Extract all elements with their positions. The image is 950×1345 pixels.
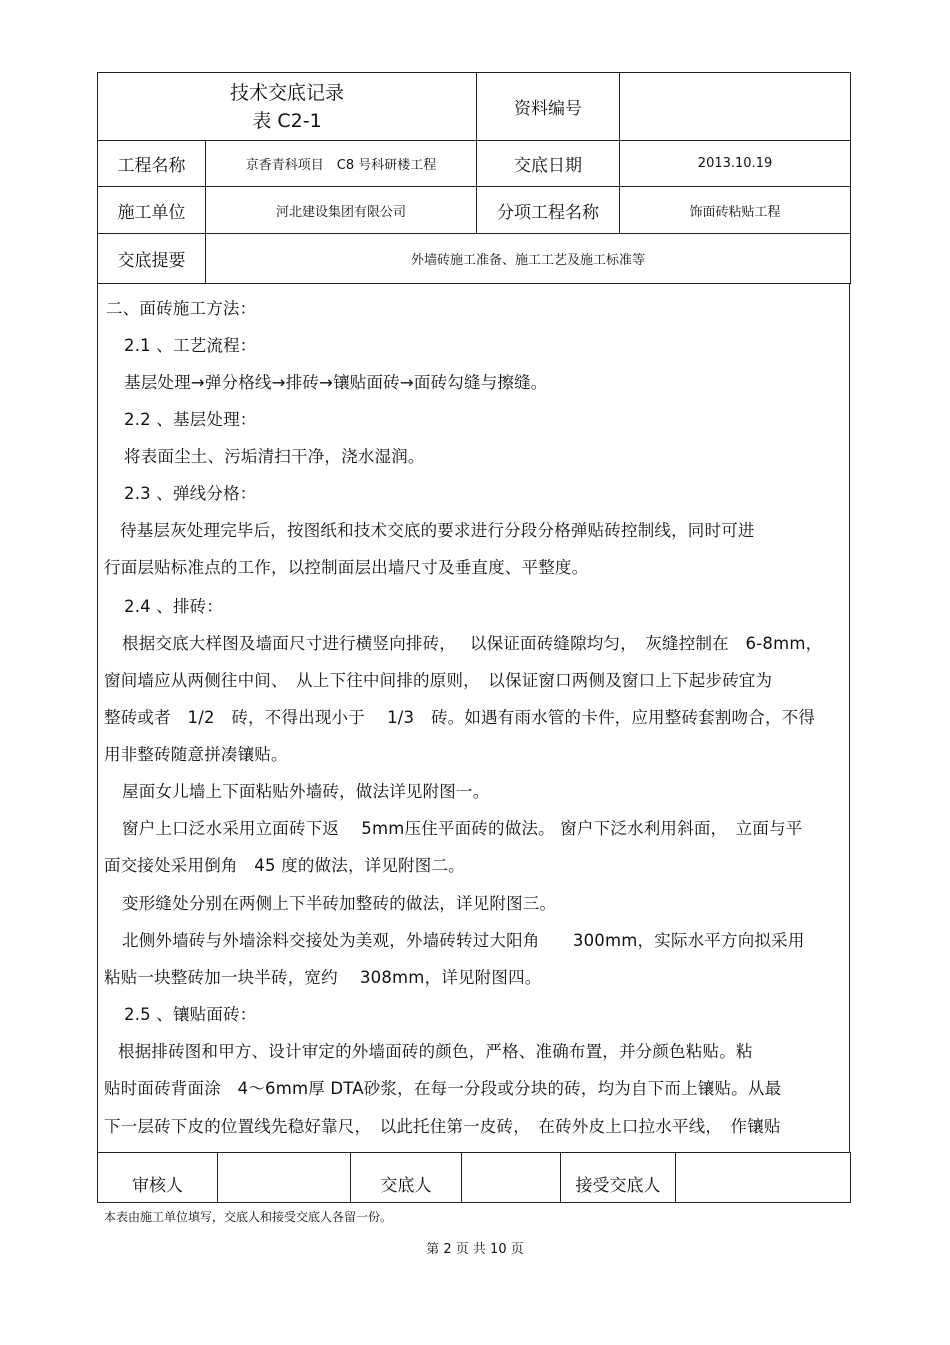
header-table bbox=[97, 72, 851, 284]
content-line: 用非整砖随意拼凑镶贴。 bbox=[104, 745, 288, 764]
summary-value: 外墙砖施工准备、施工工艺及施工标准等 bbox=[206, 234, 851, 284]
doc-number-label: 资料编号 bbox=[477, 73, 620, 141]
project-name-label: 工程名称 bbox=[98, 141, 206, 187]
content-line: 变形缝处分别在两侧上下半砖加整砖的做法，详见附图三。 bbox=[122, 894, 557, 913]
content-line: 整砖或者 1/2 砖，不得出现小于 1/3 砖。如遇有雨水管的卡件，应用整砖套割吻合，不得 bbox=[104, 708, 816, 727]
summary-label: 交底提要 bbox=[98, 234, 206, 284]
receiver-field[interactable] bbox=[676, 1153, 851, 1203]
content-line: 2.3 、弹线分格： bbox=[124, 484, 257, 503]
unit-label: 施工单位 bbox=[98, 187, 206, 234]
reviewer-field[interactable] bbox=[218, 1153, 351, 1203]
receiver-label: 接受交底人 bbox=[561, 1153, 676, 1203]
content-line: 窗间墙应从两侧往中间、 从上下往中间排的原则， 以保证窗口两侧及窗口上下起步砖宜为 bbox=[104, 671, 773, 690]
content-line: 2.5 、镶贴面砖： bbox=[124, 1005, 257, 1024]
content-line: 根据排砖图和甲方、设计审定的外墙面砖的颜色，严格、准确布置，并分颜色粘贴。粘 bbox=[118, 1042, 753, 1061]
date-value: 2013.10.19 bbox=[620, 141, 851, 187]
content-line: 待基层灰处理完毕后，按图纸和技术交底的要求进行分段分格弹贴砖控制线，同时可进 bbox=[120, 521, 755, 540]
content-line: 贴时面砖背面涂 4～6mm厚 DTA砂浆，在每一分段或分块的砖，均为自下而上镶贴。从最 bbox=[104, 1079, 782, 1098]
disclosure-content bbox=[97, 284, 850, 1152]
discloser-label: 交底人 bbox=[351, 1153, 462, 1203]
form-note: 本表由施工单位填写，交底人和接受交底人各留一份。 bbox=[104, 1210, 393, 1224]
content-line: 二、面砖施工方法： bbox=[106, 299, 257, 318]
unit-value: 河北建设集团有限公司 bbox=[206, 187, 477, 234]
doc-number-value bbox=[620, 73, 851, 141]
page-number: 第 2 页 共 10 页 bbox=[426, 1242, 524, 1257]
subproject-label: 分项工程名称 bbox=[477, 187, 620, 234]
content-line: 根据交底大样图及墙面尺寸进行横竖向排砖， 以保证面砖缝隙均匀， 灰缝控制在 6-8mm， bbox=[122, 634, 823, 653]
discloser-field[interactable] bbox=[462, 1153, 561, 1203]
content-line: 将表面尘土、污垢清扫干净，浇水湿润。 bbox=[124, 447, 425, 466]
content-line: 行面层贴标准点的工作，以控制面层出墙尺寸及垂直度、平整度。 bbox=[104, 558, 589, 577]
content-line: 2.2 、基层处理： bbox=[124, 410, 257, 429]
form-title-cell bbox=[98, 73, 477, 141]
content-line: 粘贴一块整砖加一块半砖，宽约 308mm，详见附图四。 bbox=[104, 968, 542, 987]
content-line: 屋面女儿墙上下面粘贴外墙砖，做法详见附图一。 bbox=[122, 782, 490, 801]
reviewer-label: 审核人 bbox=[98, 1153, 218, 1203]
content-line: 窗户上口泛水采用立面砖下返 5mm压住平面砖的做法。 窗户下泛水利用斜面， 立面与平 bbox=[122, 819, 803, 838]
date-label: 交底日期 bbox=[477, 141, 620, 187]
content-line: 面交接处采用倒角 45 度的做法，详见附图二。 bbox=[104, 856, 465, 875]
form-title: 技术交底记录 bbox=[230, 81, 345, 104]
form-code: 表 C2-1 bbox=[252, 109, 322, 132]
content-line: 北侧外墙砖与外墙涂料交接处为美观，外墙砖转过大阳角 300mm，实际水平方向拟采用 bbox=[122, 931, 805, 950]
content-line: 基层处理→弹分格线→排砖→镶贴面砖→面砖勾缝与擦缝。 bbox=[124, 373, 548, 392]
content-line: 下一层砖下皮的位置线先稳好靠尺， 以此托住第一皮砖， 在砖外皮上口拉水平线， 作镶贴 bbox=[104, 1117, 781, 1136]
signature-table bbox=[97, 1152, 851, 1203]
content-line: 2.4 、排砖： bbox=[124, 597, 224, 616]
project-name-value: 京香青科项目 C8 号科研楼工程 bbox=[206, 141, 477, 187]
content-line: 2.1 、工艺流程： bbox=[124, 336, 257, 355]
subproject-value: 饰面砖粘贴工程 bbox=[620, 187, 851, 234]
